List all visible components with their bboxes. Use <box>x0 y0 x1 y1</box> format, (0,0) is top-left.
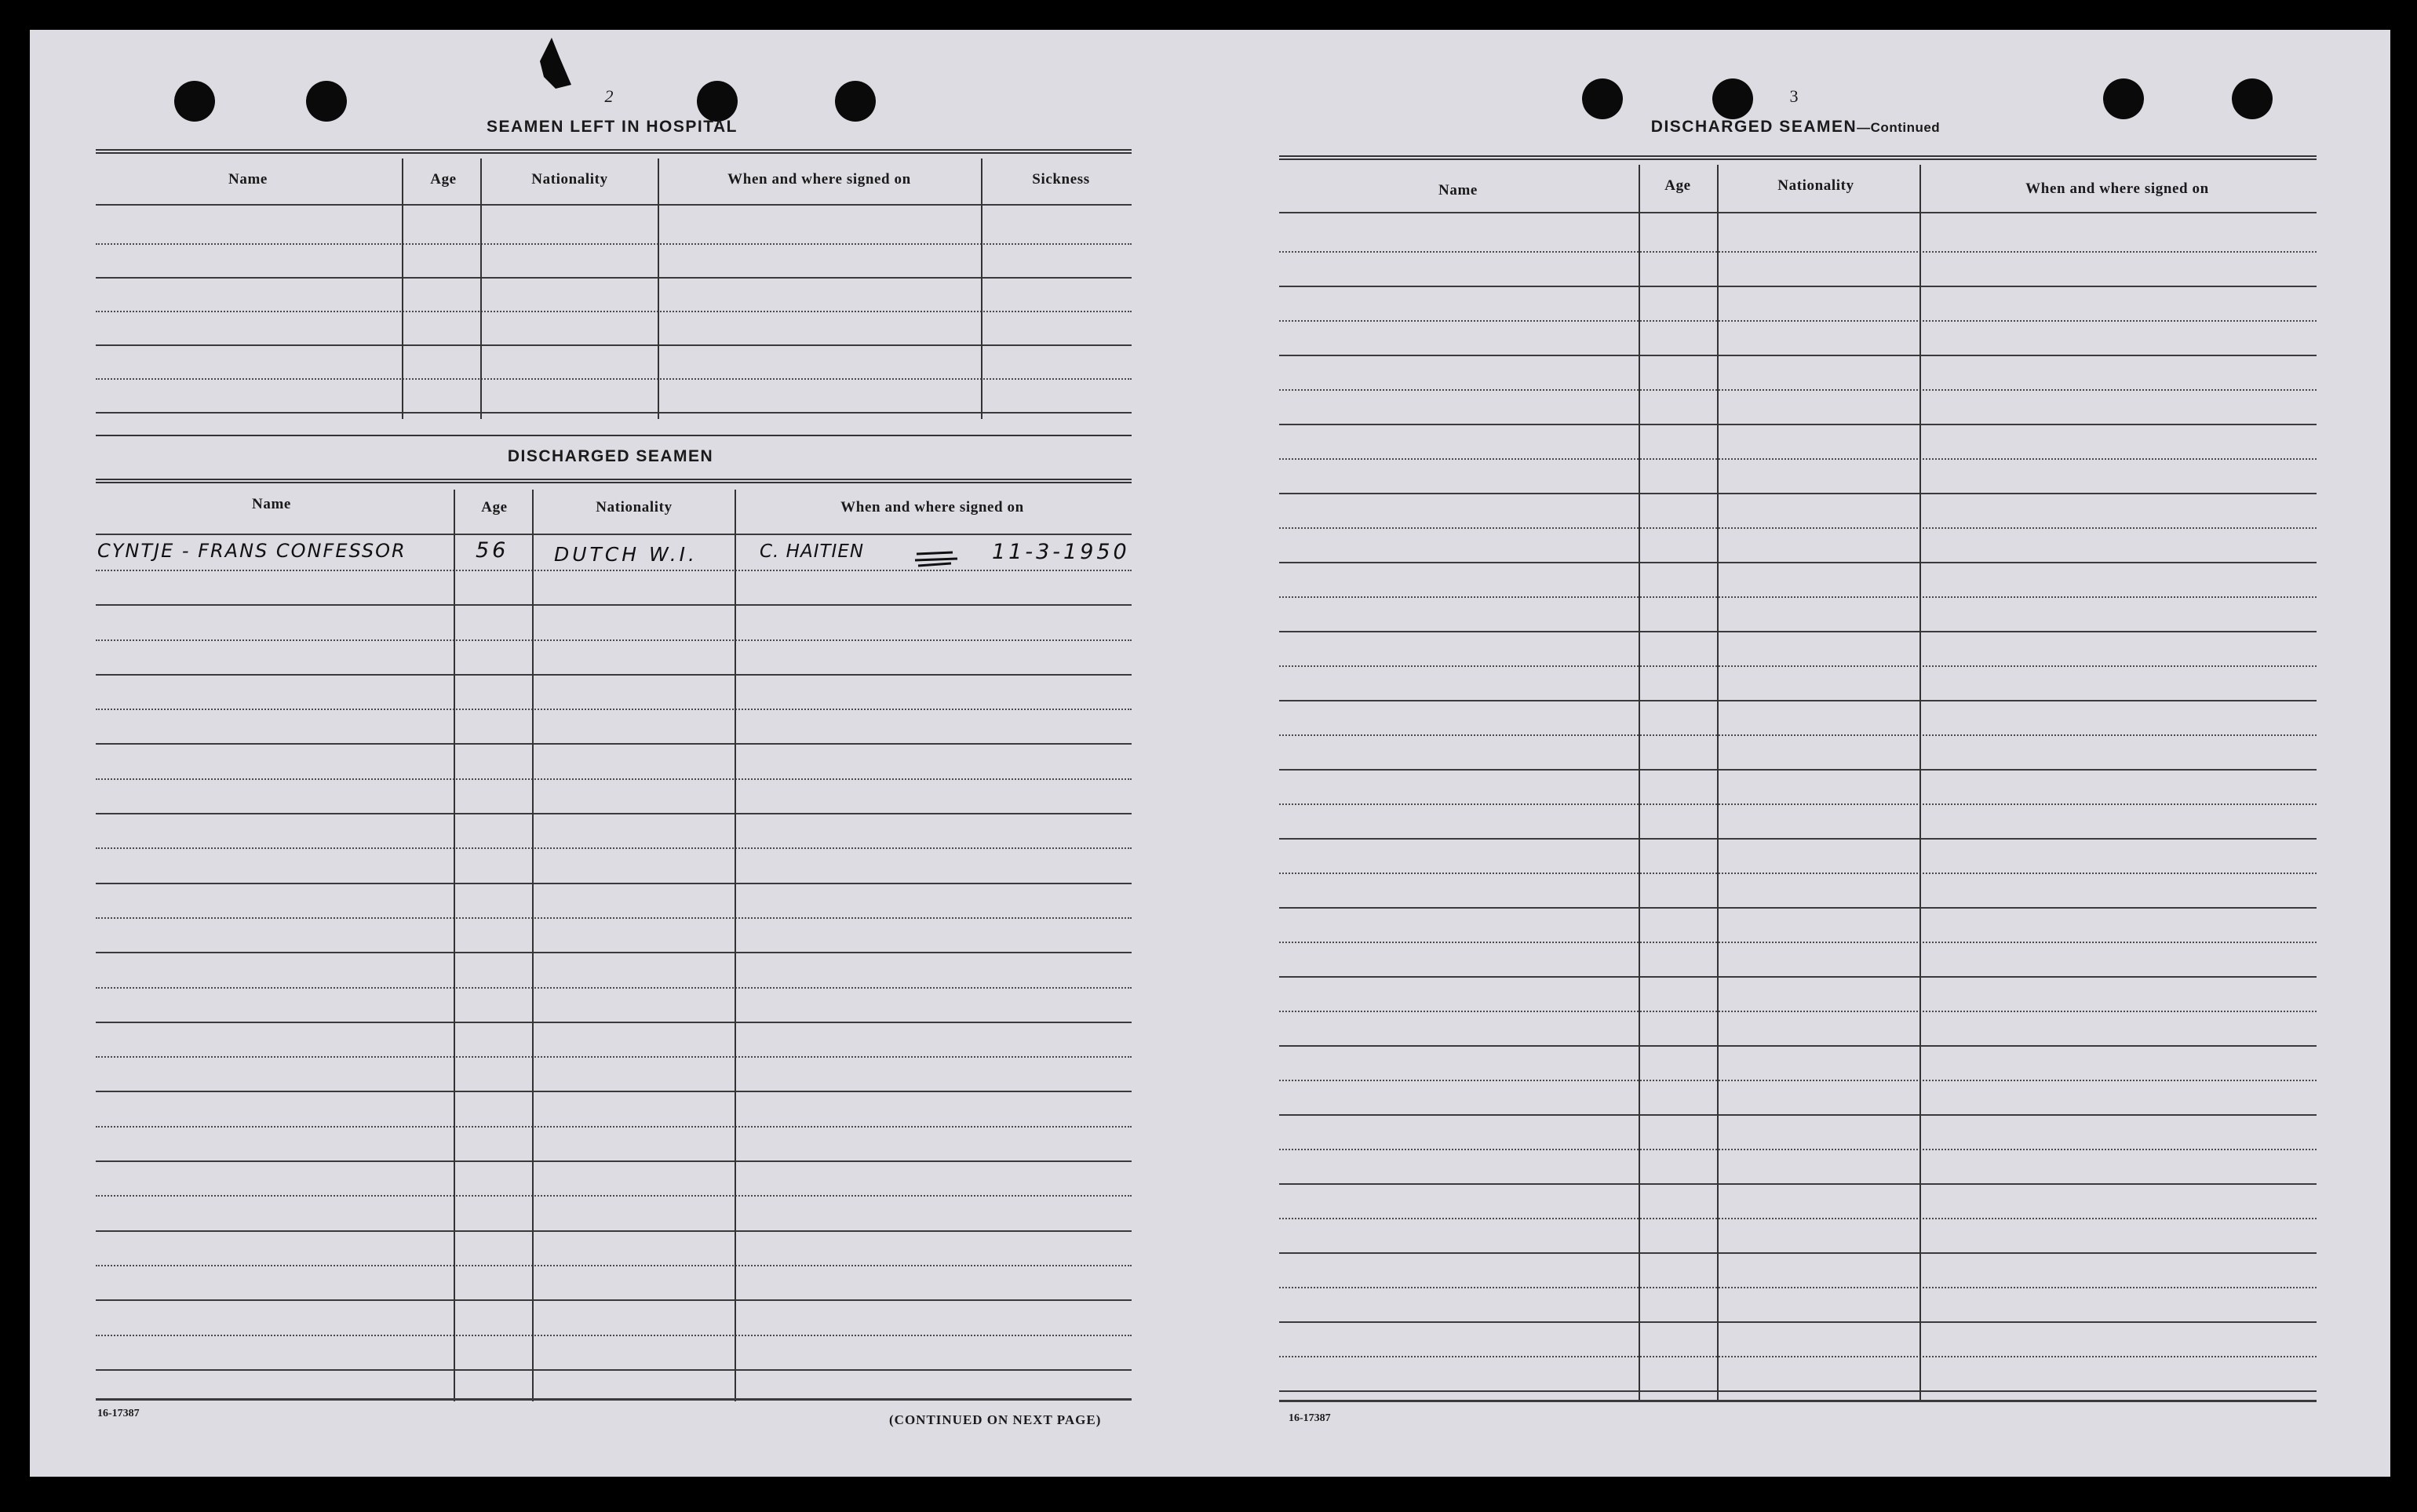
table-row-rule <box>1279 838 2317 840</box>
punch-hole <box>1712 78 1753 119</box>
table-row-rule <box>96 604 1132 606</box>
table-row-rule <box>96 1126 1132 1128</box>
entry-signed-on-date: 11-3-1950 <box>992 540 1130 564</box>
table-column-rule <box>1919 165 1921 1401</box>
form-number-left: 16-17387 <box>97 1408 140 1419</box>
table-row-rule <box>1279 631 2317 632</box>
discharged-col-signed-on: When and where signed on <box>840 499 1024 516</box>
table-row-rule <box>1279 665 2317 667</box>
table-row-rule <box>1279 803 2317 805</box>
table-row-rule <box>1279 1356 2317 1357</box>
punch-hole <box>1582 78 1623 119</box>
table-row-rule <box>96 847 1132 849</box>
table-row-rule <box>96 743 1132 745</box>
table-row-rule <box>96 1335 1132 1336</box>
table-row-rule <box>96 1195 1132 1197</box>
table-row-rule <box>1279 907 2317 909</box>
punch-hole <box>2103 78 2144 119</box>
table-column-rule <box>735 490 736 1401</box>
table-row-rule <box>1279 458 2317 460</box>
table-row-rule <box>96 1230 1132 1232</box>
table-column-rule <box>981 158 982 419</box>
table-row-rule <box>96 952 1132 953</box>
table-row-rule <box>96 1299 1132 1301</box>
table-row-rule <box>1279 251 2317 253</box>
table-header-rule <box>96 534 1132 535</box>
table-row-rule <box>1279 1080 2317 1081</box>
table-column-rule <box>402 158 403 419</box>
hospital-col-signed-on: When and where signed on <box>727 171 911 188</box>
right-page-title <box>1651 118 1940 137</box>
table-row-rule <box>96 813 1132 814</box>
table-row-rule <box>1279 320 2317 322</box>
form-sheet <box>30 30 2390 1477</box>
table-bottom-rule <box>96 1398 1132 1401</box>
table-row-rule <box>96 1091 1132 1092</box>
table-header-rule <box>96 204 1132 206</box>
section-rule <box>1279 155 2317 160</box>
table-row-rule <box>96 378 1132 380</box>
right-col-age: Age <box>1664 177 1691 194</box>
table-row-rule <box>1279 1252 2317 1254</box>
discharged-section-title: DISCHARGED SEAMEN <box>507 447 714 465</box>
right-col-name: Name <box>1438 182 1478 199</box>
table-column-rule <box>480 158 482 419</box>
table-row-rule <box>1279 1011 2317 1012</box>
table-row-rule <box>1279 1321 2317 1323</box>
punch-hole <box>2232 78 2273 119</box>
table-row-rule <box>1279 1114 2317 1116</box>
entry-age: 56 <box>476 538 509 563</box>
table-row-rule <box>1279 389 2317 391</box>
table-row-rule <box>1279 1183 2317 1185</box>
table-row-rule <box>96 639 1132 641</box>
table-row-rule <box>96 917 1132 919</box>
right-title-main: DISCHARGED SEAMEN <box>1650 118 1857 136</box>
table-row-rule <box>96 883 1132 884</box>
table-row-rule <box>96 1022 1132 1023</box>
table-row-rule <box>1279 527 2317 529</box>
hospital-col-sickness: Sickness <box>1032 171 1090 188</box>
table-column-rule <box>454 490 455 1401</box>
section-rule <box>96 149 1132 154</box>
table-row-rule <box>1279 493 2317 494</box>
scribble-strikeout <box>913 546 961 570</box>
table-row-rule <box>96 243 1132 245</box>
table-row-rule <box>96 1369 1132 1371</box>
table-bottom-rule <box>1279 1400 2317 1402</box>
table-row-rule <box>1279 1218 2317 1219</box>
punch-hole <box>697 81 738 122</box>
table-row-rule <box>1279 1045 2317 1047</box>
table-header-rule <box>1279 212 2317 213</box>
table-row-rule <box>1279 942 2317 943</box>
table-row-rule <box>1279 734 2317 736</box>
table-row-rule <box>96 412 1132 414</box>
hospital-col-name: Name <box>228 171 268 188</box>
discharged-col-age: Age <box>481 499 508 516</box>
hospital-col-age: Age <box>430 171 457 188</box>
table-row-rule <box>96 674 1132 676</box>
entry-name: CYNTJE - FRANS CONFESSOR <box>97 540 406 562</box>
table-row-rule <box>96 344 1132 346</box>
right-col-nationality: Nationality <box>1777 177 1854 194</box>
table-row-rule <box>1279 562 2317 563</box>
hospital-section-title: SEAMEN LEFT IN HOSPITAL <box>487 118 738 136</box>
table-row-rule <box>96 1056 1132 1058</box>
table-column-rule <box>1717 165 1719 1401</box>
page-number-left: 2 <box>604 86 614 106</box>
hospital-col-nationality: Nationality <box>531 171 608 188</box>
table-row-rule <box>1279 1149 2317 1150</box>
punch-hole <box>174 81 215 122</box>
table-column-rule <box>658 158 659 419</box>
table-row-rule <box>96 987 1132 989</box>
punch-hole <box>835 81 876 122</box>
section-rule <box>96 479 1132 483</box>
table-row-rule <box>1279 1390 2317 1392</box>
discharged-col-name: Name <box>252 496 291 512</box>
page-number-right: 3 <box>1789 86 1799 106</box>
table-row-rule <box>1279 355 2317 356</box>
discharged-col-nationality: Nationality <box>596 499 673 516</box>
entry-nationality: DUTCH W.I. <box>554 543 698 566</box>
torn-paper-mark <box>516 30 579 100</box>
table-column-rule <box>532 490 534 1401</box>
table-row-rule <box>1279 769 2317 771</box>
table-row-rule <box>96 277 1132 279</box>
table-row-rule <box>96 311 1132 312</box>
section-rule <box>96 435 1132 436</box>
table-row-rule <box>1279 424 2317 425</box>
table-column-rule <box>1639 165 1640 1401</box>
entry-signed-on-place: C. HAITIEN <box>760 541 865 562</box>
table-row-rule <box>96 778 1132 780</box>
table-row-rule <box>96 570 1132 571</box>
right-title-continued: —Continued <box>1857 120 1941 135</box>
punch-hole <box>306 81 347 122</box>
table-row-rule <box>1279 1287 2317 1288</box>
table-row-rule <box>1279 596 2317 598</box>
right-col-signed-on: When and where signed on <box>2025 180 2209 197</box>
table-row-rule <box>96 1265 1132 1266</box>
table-row-rule <box>1279 976 2317 978</box>
table-row-rule <box>1279 286 2317 287</box>
table-row-rule <box>96 709 1132 710</box>
form-number-right: 16-17387 <box>1289 1412 1331 1424</box>
table-row-rule <box>1279 700 2317 701</box>
continued-note: (CONTINUED ON NEXT PAGE) <box>889 1412 1102 1427</box>
table-row-rule <box>1279 873 2317 874</box>
table-row-rule <box>96 1160 1132 1162</box>
